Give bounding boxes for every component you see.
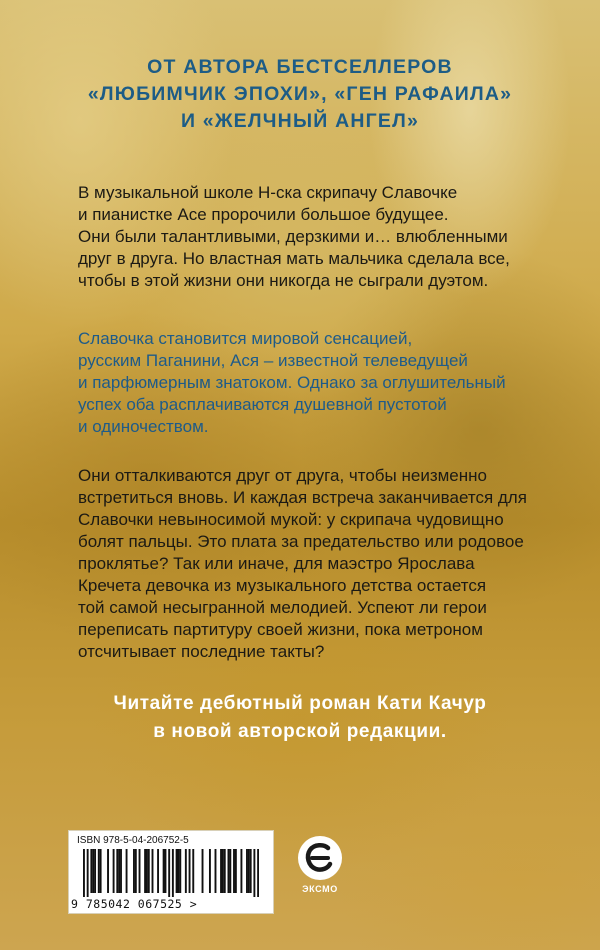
- barcode-bar: [246, 849, 248, 893]
- headline: [0, 54, 600, 135]
- barcode-bar: [163, 849, 165, 893]
- ean-digits: 9 785042 067525 >: [71, 897, 198, 911]
- paragraph-line: Они отталкиваются друг от друга, чтобы неизменно: [78, 466, 487, 485]
- barcode-bar: [248, 849, 250, 893]
- barcode-bar: [157, 849, 159, 893]
- barcode-bar: [222, 849, 224, 893]
- paragraph-main: [78, 465, 548, 663]
- barcode-bar: [202, 849, 204, 893]
- barcode-bar: [257, 849, 259, 897]
- barcode-bar: [168, 849, 170, 897]
- paragraph-line: чтобы в этой жизни они никогда не сыграли дуэтом.: [78, 271, 489, 290]
- paragraph-intro: [78, 182, 548, 292]
- barcode-bar: [120, 849, 122, 893]
- paragraph-line: отсчитывает последние такты?: [78, 642, 325, 661]
- barcode-bar: [100, 849, 102, 893]
- paragraph-line: Кречета девочка из музыкального детства остается: [78, 576, 487, 595]
- headline-line: ОТ АВТОРА БЕСТСЕЛЛЕРОВ: [147, 56, 453, 78]
- paragraph-line: В музыкальной школе Н-ска скрипачу Славочке: [78, 183, 458, 202]
- barcode-bar: [215, 849, 217, 893]
- barcode-panel: [68, 830, 274, 914]
- barcode-bar: [209, 849, 211, 893]
- barcode-bar: [229, 849, 231, 893]
- paragraph-line: Славочки невыносимой мукой: у скрипача чудовищно: [78, 510, 504, 529]
- headline-line: И «ЖЕЛЧНЫЙ АНГЕЛ»: [180, 110, 420, 132]
- closing-line: Читайте дебютный роман Кати Качур: [113, 693, 487, 714]
- barcode-bar: [118, 849, 120, 893]
- barcode-bar: [224, 849, 226, 893]
- barcode-bar: [98, 849, 100, 893]
- paragraph-line: проклятье? Так или иначе, для маэстро Ярослава: [78, 554, 475, 573]
- barcode-bar: [228, 849, 230, 893]
- barcode-bar: [126, 849, 128, 893]
- barcode-bar: [148, 849, 150, 893]
- headline-line: «ЛЮБИМЧИК ЭПОХИ», «ГЕН РАФАИЛА»: [87, 83, 513, 105]
- barcode-bar: [135, 849, 137, 893]
- paragraph-line: Славочка становится мировой сенсацией,: [78, 329, 413, 348]
- barcode-bar: [177, 849, 179, 893]
- paragraph-line: и парфюмерным знатоком. Однако за оглушительный: [78, 373, 506, 392]
- barcode-bar: [107, 849, 109, 893]
- paragraph-line: встретиться вновь. И каждая встреча заканчивается для: [78, 488, 527, 507]
- barcode-bar: [146, 849, 148, 893]
- barcode-bar: [83, 849, 85, 897]
- barcode-bar: [139, 849, 141, 893]
- barcode-bar: [233, 849, 235, 893]
- barcode-bar: [133, 849, 135, 893]
- closing-line: в новой авторской редакции.: [153, 721, 447, 742]
- barcode-bar: [240, 849, 242, 893]
- barcode-bar: [253, 849, 255, 897]
- barcode-bar: [189, 849, 191, 893]
- publisher-logo: [290, 836, 350, 906]
- paragraph-line: той самой несыгранной мелодией. Успеют ли герои: [78, 598, 487, 617]
- barcode-bar: [144, 849, 146, 893]
- barcode-bar: [250, 849, 252, 893]
- publisher-name: ЭКСМО: [302, 884, 338, 894]
- paragraph-highlight: [78, 328, 548, 438]
- barcode-bar: [220, 849, 222, 893]
- barcode-bar: [90, 849, 92, 893]
- barcode-bar: [179, 849, 181, 893]
- barcode-bar: [192, 849, 194, 893]
- paragraph-line: и пианистке Асе пророчили большое будущее.: [78, 205, 449, 224]
- barcode-bar: [176, 849, 178, 893]
- barcode-bar: [87, 849, 89, 897]
- paragraph-line: переписать партитуру своей жизни, пока метроном: [78, 620, 483, 639]
- barcode-bar: [116, 849, 118, 893]
- barcode-bar: [172, 849, 174, 897]
- eksmo-logo-icon: [298, 836, 342, 880]
- closing-tagline: [0, 690, 600, 746]
- barcode-image: [83, 849, 259, 897]
- paragraph-line: болят пальцы. Это плата за предательство или родовое: [78, 532, 524, 551]
- paragraph-line: и одиночеством.: [78, 417, 209, 436]
- paragraph-line: русским Паганини, Ася – известной телеведущей: [78, 351, 468, 370]
- paragraph-line: друг в друга. Но властная мать мальчика сделала все,: [78, 249, 510, 268]
- isbn-text: ISBN 978-5-04-206752-5: [77, 835, 189, 846]
- barcode-bar: [113, 849, 115, 893]
- barcode-bar: [94, 849, 96, 893]
- barcode-bar: [152, 849, 154, 893]
- barcode-bar: [165, 849, 167, 893]
- paragraph-line: успех оба расплачиваются душевной пустотой: [78, 395, 447, 414]
- barcode-bar: [185, 849, 187, 893]
- paragraph-line: Они были талантливыми, дерзкими и… влюбленными: [78, 227, 508, 246]
- barcode-bar: [92, 849, 94, 893]
- barcode-bar: [235, 849, 237, 893]
